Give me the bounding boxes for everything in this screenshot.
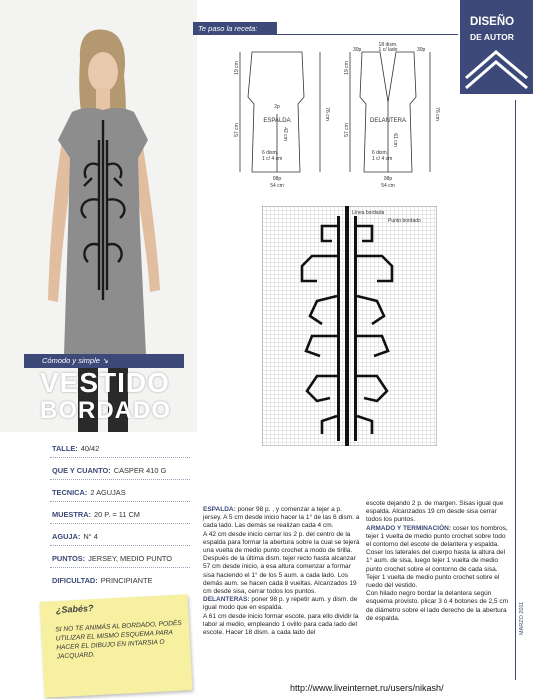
spec-divider bbox=[50, 457, 190, 458]
spec-divider bbox=[50, 501, 190, 502]
brand-line-2: DE AUTOR bbox=[470, 32, 514, 42]
front-bottom-stitches: 98p bbox=[383, 176, 393, 182]
front-neck-dec-rate: 1 c/ lado bbox=[378, 47, 398, 53]
chart-label-point: Punto bordado bbox=[388, 218, 421, 224]
spec-needle: AGUJA: N° 4 bbox=[52, 532, 98, 541]
title-line-1: VESTIDO bbox=[40, 367, 170, 398]
front-right-dim: 76 cm bbox=[434, 107, 440, 121]
back-center-dim: 42 cm bbox=[282, 127, 288, 141]
back-dec: 6 dism. bbox=[262, 150, 279, 156]
spec-divider bbox=[50, 545, 190, 546]
paragraph: A 42 cm desde inicio cerrar los 2 p. del centro de la espalda para formar la abertura sobre la cual se tejerá una vuelta de medio punto crochet a modo de tirilla. Después de la última dism. tejer recto hasta alcanzar 57 cm desde inicio, a esa altura comenzar a formar sisa haciendo el 1° de los 5 aum. a cada lado. Los demás aum. se hacen cada 8 vueltas. Alcanzados 19 cm desde sisa, cerrar todos los puntos. bbox=[203, 530, 360, 596]
spec-divider bbox=[50, 567, 190, 568]
front-left-dim: 57 cm bbox=[344, 123, 350, 137]
paragraph: ARMADO Y TERMINACIÓN: coser los hombros, tejer 1 vuelta de medio punto crochet sobre todo el contorno del escote de delantera y espalda. bbox=[366, 524, 508, 549]
paragraph: DELANTERAS: poner 98 p. y repetir aum. y dism. de igual modo que en espalda. bbox=[203, 596, 358, 612]
note-title: ¿Sabés? bbox=[55, 603, 94, 615]
back-left-dim: 57 cm bbox=[234, 123, 240, 137]
back-top-dim: 19 cm bbox=[234, 61, 240, 75]
paragraph: Con hilado negro bordar la delantera según esquema provisto. plicar 3 ó 4 botones de 2,5 cm de diámetro sobre el lado derecho de la abertura de espalda. bbox=[366, 590, 508, 622]
instructions-column-2 bbox=[366, 500, 512, 623]
spec-divider bbox=[50, 523, 190, 524]
front-center-dim: 61 cm bbox=[392, 133, 398, 147]
front-shoulder-right: 30p bbox=[417, 47, 426, 53]
recipe-rule bbox=[193, 34, 458, 35]
garment-schematics bbox=[222, 42, 462, 192]
front-name: DELANTERA bbox=[369, 118, 407, 124]
chart-label-line: Línea bordada bbox=[352, 210, 385, 216]
spec-gauge: MUESTRA: 20 P. = 11 CM bbox=[52, 510, 140, 519]
front-bottom-width: 54 cm bbox=[381, 183, 395, 189]
front-neck-dec: 18 dism. bbox=[378, 42, 398, 48]
paragraph: A 61 cm desde inicio formar escote, para ello dividir la labor al medio, empleando 1 ovillo para cada lado del escote. Hacer 18 dism. a cada lado del bbox=[203, 612, 359, 637]
spec-difficulty: DIFICULTAD: PRINCIPIANTE bbox=[52, 576, 153, 585]
embroidery-chart bbox=[262, 206, 437, 446]
back-name: ESPALDA bbox=[263, 118, 291, 124]
source-url[interactable]: http://www.liveinternet.ru/users/nikash/ bbox=[290, 683, 444, 693]
spec-yarn: QUE Y CUANTO: CASPER 410 G bbox=[52, 466, 167, 475]
back-center-top: 2p bbox=[274, 104, 280, 110]
spec-divider bbox=[50, 479, 190, 480]
instructions-column-1 bbox=[203, 506, 361, 637]
photo-section-tag: Cómodo y simple ↘ bbox=[24, 354, 184, 368]
spec-stitches: PUNTOS: JERSEY, MEDIO PUNTO bbox=[52, 554, 173, 563]
spec-size: TALLE: 40/42 bbox=[52, 444, 100, 453]
back-bottom-width: 54 cm bbox=[270, 183, 284, 189]
paragraph: ESPALDA: poner 98 p. , y comenzar a tejer a p. jersey. A 5 cm desde inicio hacer la 1° de las 6 dism. a cada lado. Las demás se realizan cada 4 cm. bbox=[203, 506, 360, 530]
front-dec-rate: 1 c/ 4 cm bbox=[372, 156, 393, 162]
recipe-section-tag: Te paso la receta: bbox=[193, 22, 277, 35]
paragraph: Coser los laterales del cuerpo hasta la altura del 1° aum. de sisa, luego tejer 1 vuelta de medio punto crochet sobre el contorno de cada sisa. Tejer 1 vuelta de medio punto crochet sobre el ruedo del vestido. bbox=[366, 549, 506, 590]
issue-date: MARZO 2011 bbox=[519, 601, 525, 635]
front-dec: 6 dism. bbox=[372, 150, 389, 156]
title-line-2: BORDADO bbox=[40, 397, 171, 424]
note-text: SI NO TE ANIMÁS AL BORDADO, PODÉS UTILIZAR EL MISMO ESQUEMA PARA HACER EL DIBUJO EN INTARSIA O JACQUARD. bbox=[55, 619, 182, 661]
paragraph: escote dejando 2 p. de margen. Sisas igual que espalda. Alcanzados 19 cm desde sisa cerrar todos los puntos. bbox=[366, 500, 504, 524]
front-shoulder-left: 30p bbox=[353, 47, 362, 53]
back-right-dim: 76 cm bbox=[324, 107, 330, 121]
back-dec-rate: 1 c/ 4 cm bbox=[262, 156, 283, 162]
brand-line-1: DISEÑO bbox=[470, 16, 515, 28]
brand-badge bbox=[460, 0, 533, 94]
right-margin-rule bbox=[515, 100, 516, 680]
back-bottom-stitches: 98p bbox=[272, 176, 282, 182]
spec-technique: TECNICA: 2 AGUJAS bbox=[52, 488, 126, 497]
front-top-dim: 19 cm bbox=[344, 61, 350, 75]
